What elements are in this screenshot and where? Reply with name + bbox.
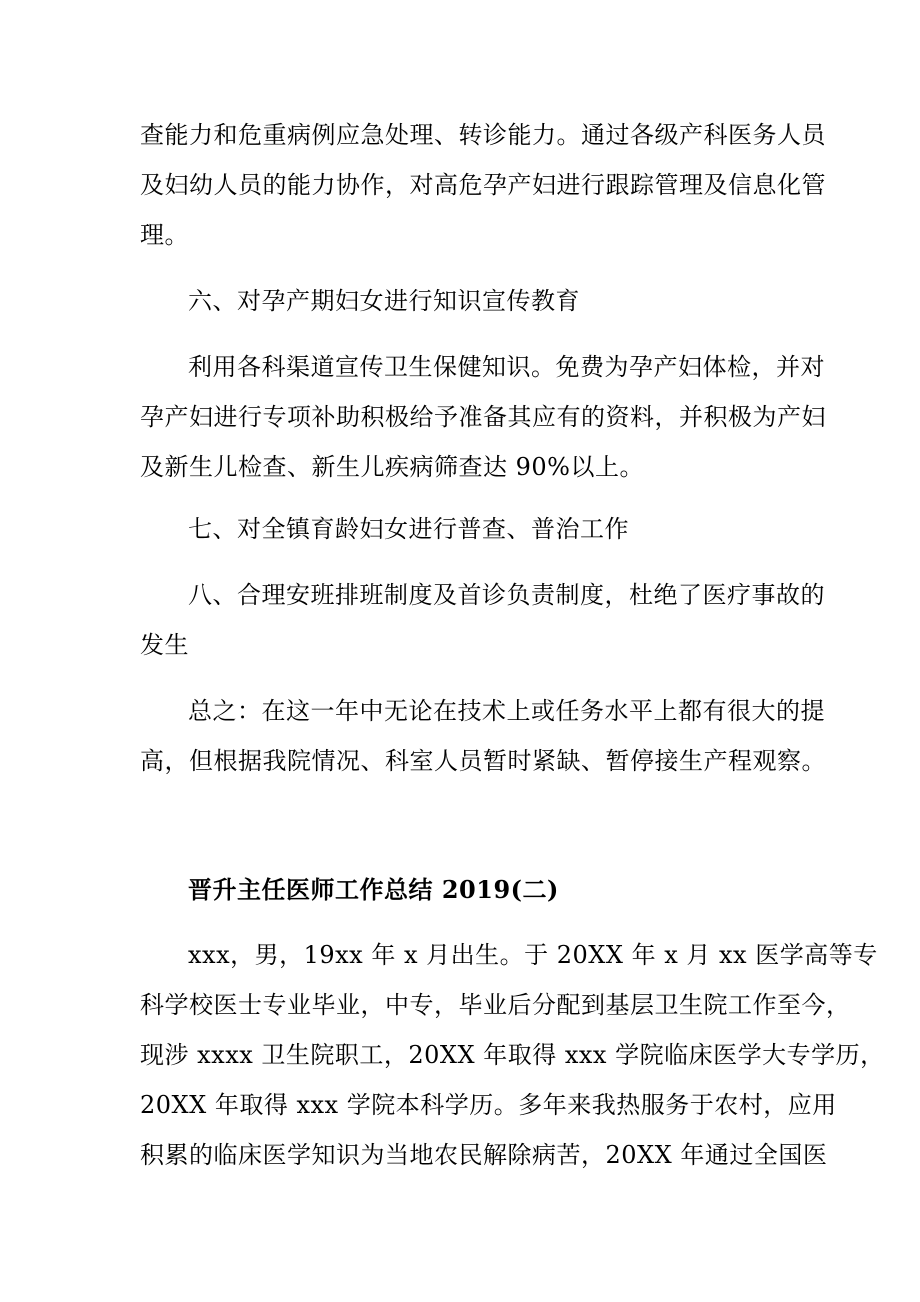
paragraph-line: 现涉 xxxx 卫生院职工，20XX 年取得 xxx 学院临床医学大专学历， (140, 1041, 885, 1069)
paragraph-line: xxx，男，19xx 年 x 月出生。于 20XX 年 x 月 xx 医学高等专 (188, 941, 878, 969)
section-heading-six: 六、对孕产期妇女进行知识宣传教育 (188, 287, 580, 315)
paragraph-line: 利用各科渠道宣传卫生保健知识。免费为孕产妇体检，并对 (188, 353, 825, 381)
paragraph-line: 积累的临床医学知识为当地农民解除病苦，20XX 年通过全国医 (140, 1141, 828, 1169)
summary-line: 高，但根据我院情况、科室人员暂时紧缺、暂停接生产程观察。 (140, 747, 826, 775)
paragraph-line: 理。 (140, 221, 189, 249)
paragraph-line: 及妇幼人员的能力协作，对高危孕产妇进行跟踪管理及信息化管 (140, 171, 826, 199)
paragraph-line: 及新生儿检查、新生儿疾病筛查达 90%以上。 (140, 453, 644, 481)
summary-line: 总之：在这一年中无论在技术上或任务水平上都有很大的提 (188, 697, 825, 725)
paragraph-line: 20XX 年取得 xxx 学院本科学历。多年来我热服务于农村，应用 (140, 1091, 837, 1119)
paragraph-line: 科学校医士专业毕业，中专，毕业后分配到基层卫生院工作至今， (140, 991, 851, 1019)
document-title: 晋升主任医师工作总结 2019(二) (188, 875, 559, 904)
section-heading-eight: 八、合理安班排班制度及首诊负责制度，杜绝了医疗事故的 (188, 581, 825, 609)
section-heading-seven: 七、对全镇育龄妇女进行普查、普治工作 (188, 515, 629, 543)
paragraph-line: 发生 (140, 631, 189, 659)
paragraph-line: 查能力和危重病例应急处理、转诊能力。通过各级产科医务人员 (140, 121, 826, 149)
paragraph-line: 孕产妇进行专项补助积极给予准备其应有的资料，并积极为产妇 (140, 403, 826, 431)
